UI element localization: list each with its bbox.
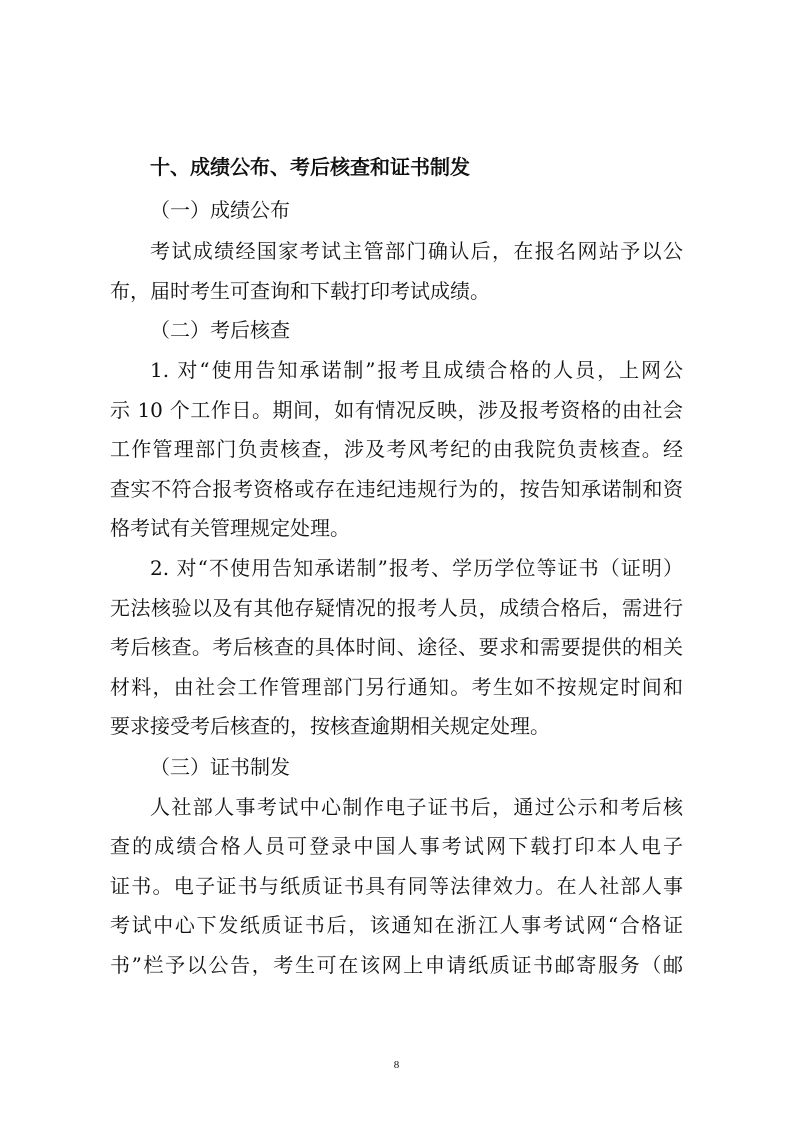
paragraph-line: 材料，由社会工作管理部门另行通知。考生如不按规定时间和 [110,675,683,699]
paragraph-line: 要求接受考后核查的，按核查逾期相关规定处理。 [110,714,550,738]
paragraph-line: 1. 对“使用告知承诺制”报考且成绩合格的人员，上网公 [150,358,683,382]
subsection-title-post-exam-check: （二）考后核查 [150,318,290,342]
paragraph-line: 考后核查。考后核查的具体时间、途径、要求和需要提供的相关 [110,635,683,659]
paragraph-line: 查的成绩合格人员可登录中国人事考试网下载打印本人电子 [110,834,683,858]
paragraph-line: 工作管理部门负责核查，涉及考风考纪的由我院负责核查。经 [110,437,683,461]
paragraph-line: 2. 对“不使用告知承诺制”报考、学历学位等证书（证明） [150,556,683,580]
paragraph-line: 格考试有关管理规定处理。 [110,516,350,540]
paragraph-line: 证书。电子证书与纸质证书具有同等法律效力。在人社部人事 [110,874,683,898]
paragraph-line: 考试成绩经国家考试主管部门确认后，在报名网站予以公 [150,239,683,263]
subsection-title-score-publication: （一）成绩公布 [150,198,290,222]
paragraph-line: 查实不符合报考资格或存在违纪违规行为的，按告知承诺制和资 [110,477,683,501]
paragraph-line: 书”栏予以公告，考生可在该网上申请纸质证书邮寄服务（邮 [110,953,683,977]
paragraph-line: 示 10 个工作日。期间，如有情况反映，涉及报考资格的由社会 [110,398,683,422]
paragraph-line: 考试中心下发纸质证书后，该通知在浙江人事考试网“合格证 [110,913,683,937]
page-number: 8 [393,1059,400,1071]
paragraph-line: 布，届时考生可查询和下载打印考试成绩。 [110,279,490,303]
subsection-title-certificate-issuance: （三）证书制发 [150,755,290,779]
section-title: 十、成绩公布、考后核查和证书制发 [150,155,470,179]
paragraph-line: 无法核验以及有其他存疑情况的报考人员，成绩合格后，需进行 [110,596,683,620]
paragraph-line: 人社部人事考试中心制作电子证书后，通过公示和考后核 [150,795,683,819]
